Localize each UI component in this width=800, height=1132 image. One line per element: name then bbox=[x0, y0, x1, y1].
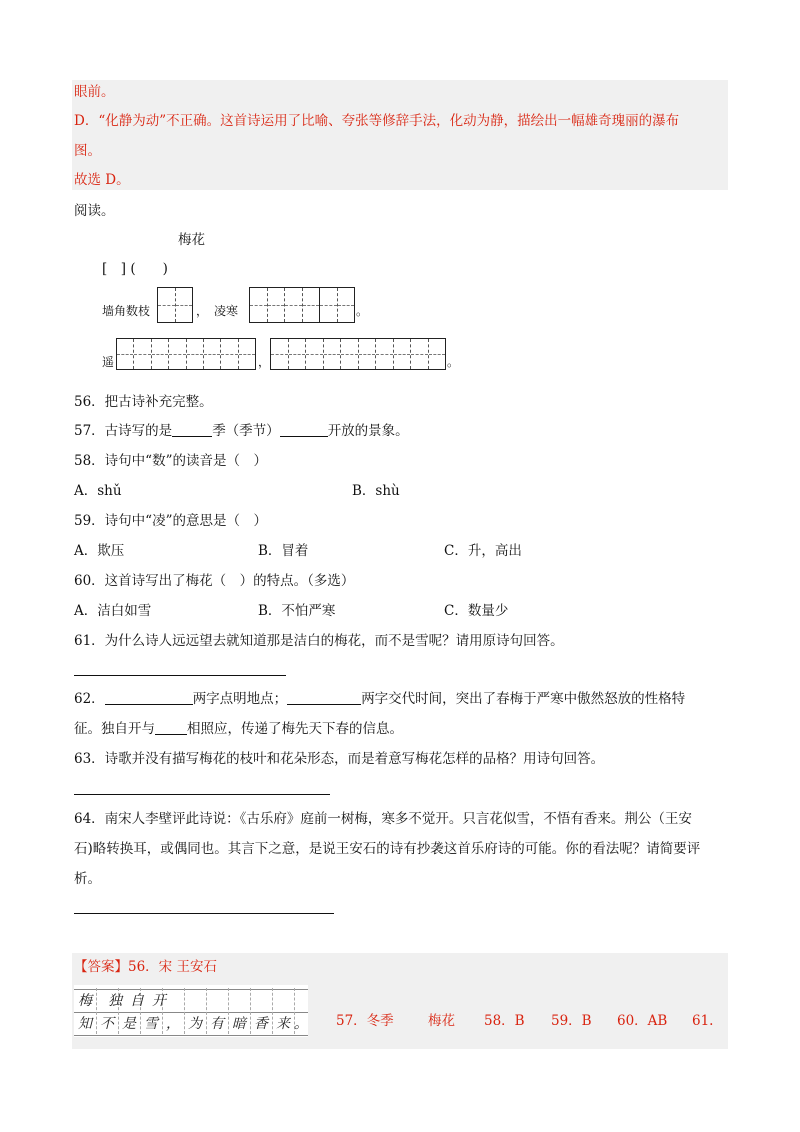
question-64-line2: 石)略转换耳，或偶同也。其言下之意，是说王安石的诗有抄袭这首乐府诗的可能。你的看法呢？请简要评 bbox=[74, 841, 701, 857]
blank-57-season[interactable] bbox=[172, 422, 212, 437]
option-58-b[interactable]: B．shù bbox=[352, 483, 400, 499]
answer-61: 61. bbox=[692, 1013, 714, 1029]
option-59-b[interactable]: B．冒着 bbox=[258, 543, 309, 559]
option-59-c[interactable]: C．升，高出 bbox=[444, 543, 522, 559]
poem-line1-mid: ， 凌寒 bbox=[196, 304, 239, 318]
answer-grid-2[interactable] bbox=[249, 287, 355, 323]
answer-59: 59．B bbox=[551, 1013, 592, 1029]
poem-author-line: [ ] ( ) bbox=[102, 261, 168, 277]
answer-57: 57．冬季 bbox=[336, 1013, 394, 1029]
answer-grid-3[interactable] bbox=[116, 338, 256, 370]
hand-char: 不 bbox=[100, 1016, 114, 1032]
hand-char: ， bbox=[166, 1016, 180, 1032]
blank-62-time[interactable] bbox=[287, 690, 361, 705]
poem-line2-prefix: 遥 bbox=[102, 355, 115, 369]
option-58-a[interactable]: A．shǔ bbox=[74, 483, 122, 499]
hand-char: 是 bbox=[122, 1016, 136, 1032]
question-59: 59．诗句中“凌”的意思是（ ） bbox=[74, 513, 267, 529]
hand-char: 。 bbox=[294, 1016, 308, 1032]
question-64-line1: 64．南宋人李壁评此诗说：《古乐府》庭前一树梅，寒多不觉开。只言花似雪，不悟有香来。荆公（王安 bbox=[74, 811, 692, 827]
answer-line-4: 故选 D。 bbox=[74, 172, 130, 188]
hand-char: 开 bbox=[152, 993, 166, 1009]
poem-line2-mid: ， bbox=[258, 355, 271, 369]
option-60-a[interactable]: A．洁白如雪 bbox=[74, 603, 152, 619]
question-61: 61．为什么诗人远远望去就知道那是洁白的梅花，而不是雪呢？请用原诗句回答。 bbox=[74, 633, 564, 649]
answer-line-61[interactable] bbox=[74, 675, 286, 676]
reading-label: 阅读。 bbox=[74, 203, 115, 219]
hand-char: 为 bbox=[188, 1016, 202, 1032]
question-57: 57．古诗写的是 季（季节） 开放的景象。 bbox=[74, 423, 409, 439]
answer-57-flower: 梅花 bbox=[428, 1013, 455, 1029]
answer-56: 56．宋 王安石 bbox=[128, 959, 217, 975]
blank-62-echo[interactable] bbox=[155, 720, 187, 735]
question-62: 62． 两字点明地点； 两字交代时间，突出了春梅于严寒中傲然怒放的性格特 bbox=[74, 691, 686, 707]
hand-char: 暗 bbox=[232, 1016, 246, 1032]
poem-title: 梅花 bbox=[178, 232, 205, 248]
blank-57-flower[interactable] bbox=[280, 422, 328, 437]
answer-line-64[interactable] bbox=[74, 913, 334, 914]
question-64-line3: 析。 bbox=[74, 871, 101, 887]
answer-58: 58．B bbox=[484, 1013, 525, 1029]
poem-line1-end: 。 bbox=[356, 304, 369, 318]
hand-char: 来 bbox=[276, 1016, 290, 1032]
blank-62-place[interactable] bbox=[105, 690, 193, 705]
handwritten-answer-image bbox=[74, 985, 308, 1037]
hand-char: 梅 bbox=[78, 993, 92, 1009]
hand-char: 有 bbox=[210, 1016, 224, 1032]
previous-answer-box bbox=[72, 80, 728, 190]
answer-tag: 【答案】 bbox=[74, 959, 128, 975]
answer-line-63[interactable] bbox=[74, 794, 330, 795]
answer-grid-1[interactable] bbox=[157, 287, 193, 323]
poem-line2-end: 。 bbox=[447, 355, 460, 369]
question-62-cont: 征。独自开与 相照应，传递了梅先天下春的信息。 bbox=[74, 721, 403, 737]
hand-char: 独 bbox=[108, 993, 122, 1009]
hand-char: 知 bbox=[78, 1016, 92, 1032]
question-58: 58．诗句中“数”的读音是（ ） bbox=[74, 453, 267, 469]
answer-header bbox=[74, 957, 217, 977]
answer-line-3: 图。 bbox=[74, 143, 101, 159]
answer-line-2: D．“化静为动”不正确。这首诗运用了比喻、夸张等修辞手法，化动为静，描绘出一幅雄奇瑰丽的瀑布 bbox=[74, 113, 680, 129]
question-60: 60．这首诗写出了梅花（ ）的特点。（多选） bbox=[74, 573, 355, 589]
option-60-b[interactable]: B．不怕严寒 bbox=[258, 603, 336, 619]
answer-60: 60．AB bbox=[617, 1013, 668, 1029]
question-56: 56．把古诗补充完整。 bbox=[74, 394, 213, 410]
answer-line-1: 眼前。 bbox=[74, 84, 115, 100]
hand-char: 香 bbox=[254, 1016, 268, 1032]
option-60-c[interactable]: C．数量少 bbox=[444, 603, 509, 619]
answer-grid-4[interactable] bbox=[270, 338, 446, 370]
poem-line1-prefix: 墙角数枝 bbox=[102, 304, 151, 318]
option-59-a[interactable]: A．欺压 bbox=[74, 543, 125, 559]
question-63: 63．诗歌并没有描写梅花的枝叶和花朵形态，而是着意写梅花怎样的品格？用诗句回答。 bbox=[74, 751, 605, 767]
hand-char: 雪 bbox=[144, 1016, 158, 1032]
hand-char: 自 bbox=[130, 993, 144, 1009]
